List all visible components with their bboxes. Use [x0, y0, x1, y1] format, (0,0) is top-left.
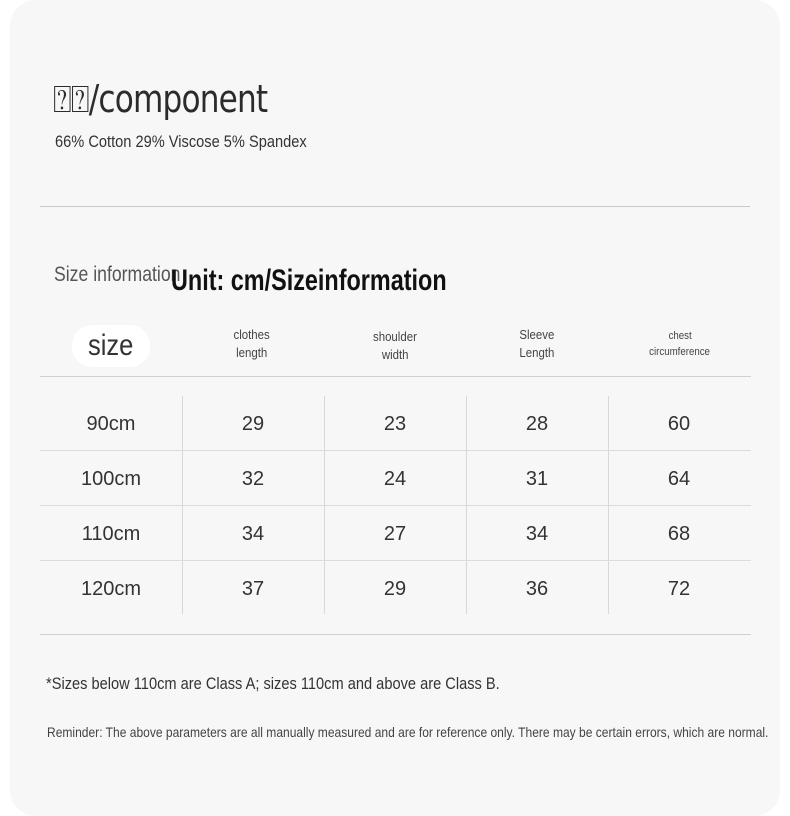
table-bottom-divider — [40, 634, 751, 635]
sleeve-length-cell: 28 — [525, 412, 549, 435]
section-divider — [40, 206, 750, 207]
size-cell: 90cm — [86, 412, 136, 435]
chest-circumference-cell: 68 — [667, 522, 691, 545]
size-information-label: Size information — [54, 263, 181, 286]
clothes-length-cell: 34 — [241, 522, 265, 545]
sleeve-length-header: Sleeve Length — [519, 327, 555, 360]
shoulder-width-cell: 23 — [383, 412, 407, 435]
shoulder-width-cell: 27 — [383, 522, 407, 545]
size-column-header — [72, 325, 150, 367]
page-title: ⍰⍰/component — [53, 77, 268, 121]
sleeve-length-cell: 36 — [525, 577, 549, 600]
clothes-length-cell: 32 — [241, 467, 265, 490]
size-cell: 120cm — [80, 577, 142, 600]
fabric-composition: 66% Cotton 29% Viscose 5% Spandex — [55, 132, 307, 151]
chest-circumference-header: chest circumference — [649, 330, 711, 358]
sleeve-length-cell: 34 — [525, 522, 549, 545]
chest-circumference-cell: 64 — [667, 467, 691, 490]
shoulder-width-cell: 29 — [383, 577, 407, 600]
size-cell: 100cm — [80, 467, 142, 490]
sleeve-length-cell: 31 — [525, 467, 549, 490]
shoulder-width-header: shoulder width — [373, 329, 417, 362]
clothes-length-cell: 29 — [241, 412, 265, 435]
measurement-reminder: Reminder: The above parameters are all manually measured and are for reference only. There may be certain errors, which are normal. — [47, 724, 769, 740]
shoulder-width-cell: 24 — [383, 467, 407, 490]
class-note: *Sizes below 110cm are Class A; sizes 110cm and above are Class B. — [46, 674, 500, 693]
clothes-length-header: clothes length — [233, 327, 271, 360]
table-header-divider — [40, 376, 751, 377]
chest-circumference-cell: 60 — [667, 412, 691, 435]
unit-label: Unit: cm/Sizeinformation — [171, 264, 447, 297]
size-cell: 110cm — [81, 522, 141, 545]
clothes-length-cell: 37 — [241, 577, 265, 600]
chest-circumference-cell: 72 — [667, 577, 691, 600]
size-column-header-label: size — [88, 329, 134, 362]
